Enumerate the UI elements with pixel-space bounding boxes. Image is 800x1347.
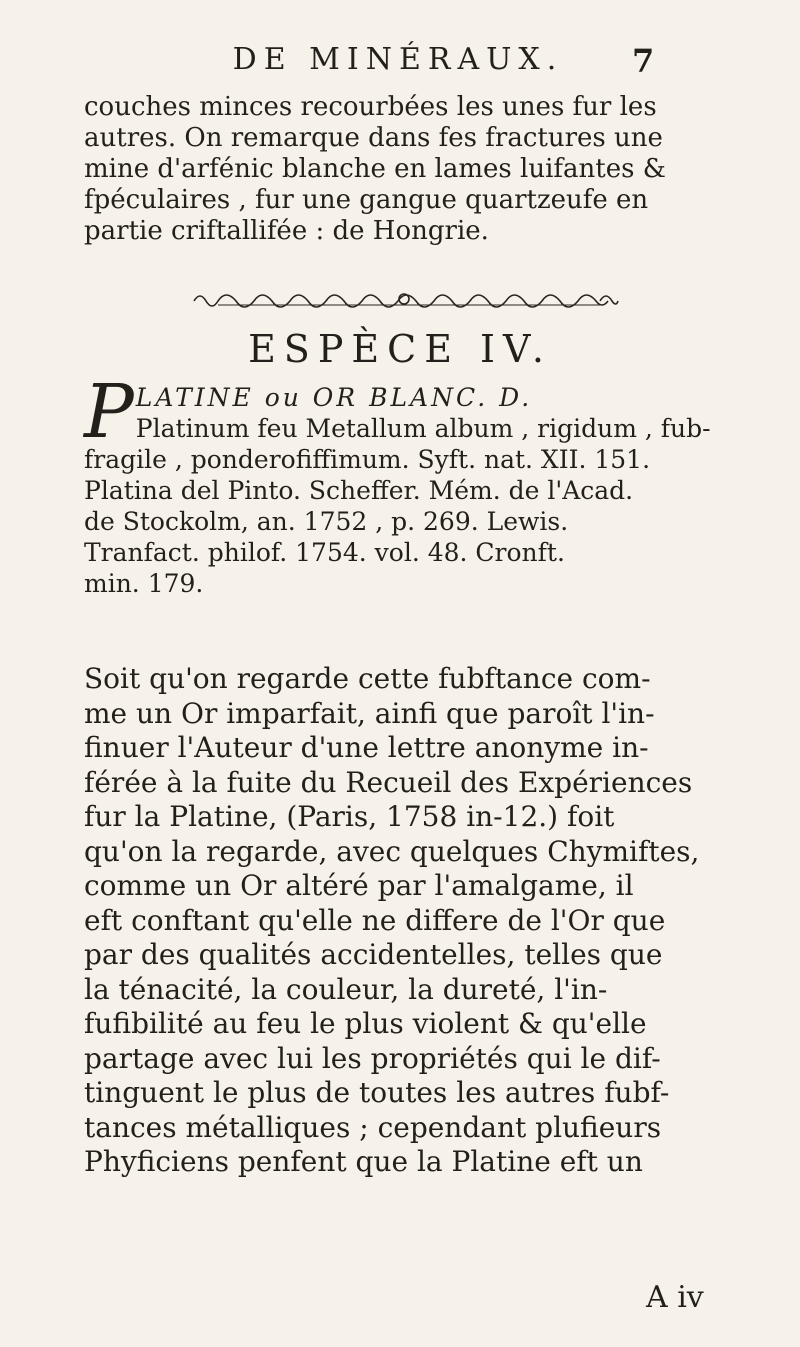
- citation-line: Tranfact. philof. 1754. vol. 48. Cronft.: [84, 538, 565, 567]
- text-line: finuer l'Auteur d'une lettre anonyme in-: [84, 731, 649, 764]
- continued-paragraph: [84, 92, 696, 247]
- text-line: mine d'arfénic blanche en lames luifantes &: [84, 154, 666, 184]
- text-line: autres. On remarque dans fes fractures une: [84, 123, 663, 153]
- text-line: partage avec lui les propriétés qui le dif-: [84, 1041, 661, 1075]
- citation-line: Platinum feu Metallum album , rigidum , fub-: [135, 414, 711, 443]
- text-line: tances métalliques ; cependant plufieurs: [84, 1110, 662, 1144]
- citation-line: Platina del Pinto. Scheffer. Mém. de l'Acad.: [84, 476, 634, 505]
- text-line: fur la Platine, (Paris, 1758 in-12.) foit: [84, 800, 615, 833]
- species-heading: ESPÈCE IV.: [248, 327, 552, 371]
- text-line: eft conftant qu'elle ne differe de l'Or que: [84, 903, 666, 937]
- text-line: couches minces recourbées les unes fur les: [84, 92, 657, 122]
- text-line: tinguent le plus de toutes les autres fubf-: [84, 1076, 670, 1109]
- page-number: 7: [632, 42, 655, 80]
- text-line: par des qualités accidentelles, telles que: [84, 938, 663, 971]
- citation-line: de Stockolm, an. 1752 , p. 269. Lewis.: [84, 507, 569, 536]
- citation-line: fragile , ponderofiffimum. Syft. nat. XII. 151.: [84, 445, 651, 474]
- text-line: partie criftallifée : de Hongrie.: [84, 216, 489, 246]
- text-line: fufibilité au feu le plus violent & qu'elle: [84, 1007, 647, 1040]
- citation-line: min. 179.: [84, 569, 204, 598]
- text-line: Phyficiens penfent que la Platine eft un: [84, 1145, 643, 1178]
- text-line: férée à la fuite du Recueil des Expériences: [84, 765, 693, 799]
- text-line: comme un Or altéré par l'amalgame, il: [84, 869, 634, 902]
- text-line: fpéculaires , fur une gangue quartzeufe en: [84, 185, 649, 215]
- text-line: la ténacité, la couleur, la dureté, l'in-: [84, 972, 608, 1006]
- text-line: me un Or imparfait, ainfi que paroît l'in-: [84, 696, 655, 730]
- body-paragraph: [84, 662, 700, 1180]
- drop-capital: P: [84, 369, 134, 455]
- text-line: Soit qu'on regarde cette fubftance com-: [84, 662, 651, 695]
- decorative-ornament-band: [190, 285, 620, 317]
- text-line: qu'on la regarde, avec quelques Chymiftes,: [84, 834, 700, 868]
- entry-title: LATINE ou OR BLANC. D.: [135, 383, 533, 412]
- running-head: DE MINÉRAUX.: [232, 42, 564, 77]
- species-entry: [84, 369, 711, 599]
- signature-mark: A iv: [646, 1280, 704, 1315]
